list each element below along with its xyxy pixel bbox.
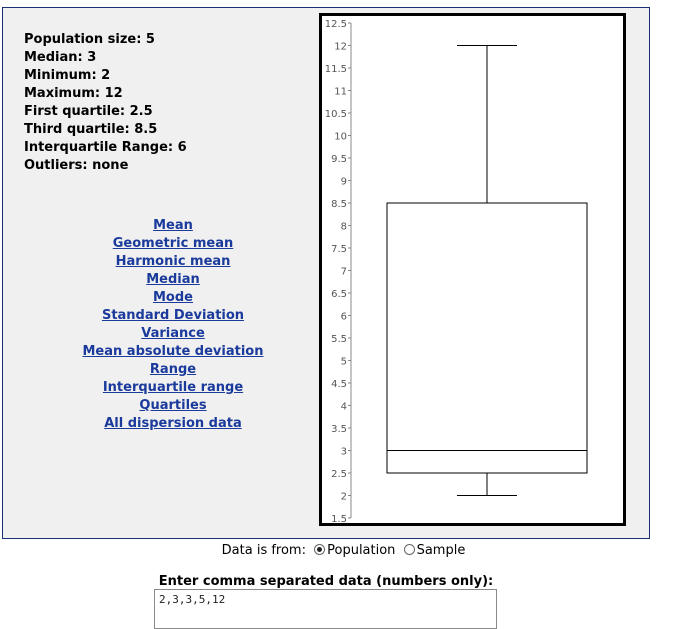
y-tick-label: 4 bbox=[340, 401, 347, 413]
y-tick-label: 9.5 bbox=[331, 154, 347, 165]
link-variance[interactable]: Variance bbox=[141, 326, 205, 341]
y-tick-label: 6.5 bbox=[331, 289, 347, 300]
stat-line: Third quartile: 8.5 bbox=[24, 122, 158, 137]
link-harmonic-mean[interactable]: Harmonic mean bbox=[115, 254, 231, 269]
y-tick-label: 12.5 bbox=[324, 19, 347, 30]
stat-line: Minimum: 2 bbox=[24, 68, 111, 83]
statistics-summary bbox=[24, 31, 187, 175]
link-geometric-mean[interactable]: Geometric mean bbox=[112, 236, 234, 251]
y-tick-label: 8.5 bbox=[331, 199, 347, 210]
link-mode[interactable]: Mode bbox=[153, 290, 193, 305]
link-quartiles[interactable]: Quartiles bbox=[139, 398, 207, 413]
y-tick-label: 4.5 bbox=[331, 379, 347, 390]
y-tick-label: 7.5 bbox=[331, 244, 347, 255]
y-tick-label: 11 bbox=[334, 86, 347, 98]
y-tick-label: 11.5 bbox=[324, 64, 347, 75]
link-mean[interactable]: Mean bbox=[153, 218, 193, 233]
y-tick-label: 5.5 bbox=[331, 334, 347, 345]
iqr-box bbox=[387, 203, 587, 473]
link-median[interactable]: Median bbox=[146, 272, 200, 287]
y-tick-label: 9 bbox=[340, 176, 347, 188]
y-tick-label: 3 bbox=[340, 446, 347, 458]
stat-line: Maximum: 12 bbox=[24, 86, 123, 101]
link-mean-absolute-deviation[interactable]: Mean absolute deviation bbox=[82, 344, 264, 359]
link-interquartile-range[interactable]: Interquartile range bbox=[102, 380, 244, 395]
box-plot bbox=[319, 13, 626, 526]
box-plot-svg bbox=[322, 16, 623, 523]
stat-line: First quartile: 2.5 bbox=[24, 104, 153, 119]
link-standard-deviation[interactable]: Standard Deviation bbox=[101, 308, 245, 323]
data-source-label: Data is from: bbox=[221, 543, 306, 558]
link-all-dispersion-data[interactable]: All dispersion data bbox=[104, 416, 242, 431]
stat-line: Outliers: none bbox=[24, 158, 129, 173]
y-tick-label: 2.5 bbox=[331, 469, 347, 480]
sample-label[interactable]: Sample bbox=[416, 543, 466, 558]
sample-radio[interactable] bbox=[404, 544, 415, 555]
data-source-row bbox=[0, 543, 687, 558]
data-input[interactable] bbox=[154, 589, 497, 629]
link-range[interactable]: Range bbox=[149, 362, 197, 377]
stat-line: Population size: 5 bbox=[24, 32, 155, 47]
y-tick-label: 10 bbox=[334, 131, 347, 143]
y-tick-label: 10.5 bbox=[324, 109, 347, 120]
y-tick-label: 8 bbox=[340, 221, 347, 233]
y-tick-label: 12 bbox=[334, 41, 347, 53]
y-tick-label: 5 bbox=[340, 356, 347, 368]
y-tick-label: 6 bbox=[340, 311, 347, 323]
stat-line: Median: 3 bbox=[24, 50, 97, 65]
population-radio[interactable] bbox=[314, 544, 325, 555]
data-input-label: Enter comma separated data (numbers only): bbox=[158, 574, 494, 589]
y-tick-label: 3.5 bbox=[331, 424, 347, 435]
y-tick-label: 7 bbox=[340, 266, 347, 278]
stat-line: Interquartile Range: 6 bbox=[24, 140, 187, 155]
y-tick-label: 2 bbox=[340, 491, 347, 503]
y-tick-label: 1.5 bbox=[331, 514, 347, 523]
population-label[interactable]: Population bbox=[327, 543, 396, 558]
statistic-links bbox=[73, 217, 273, 433]
